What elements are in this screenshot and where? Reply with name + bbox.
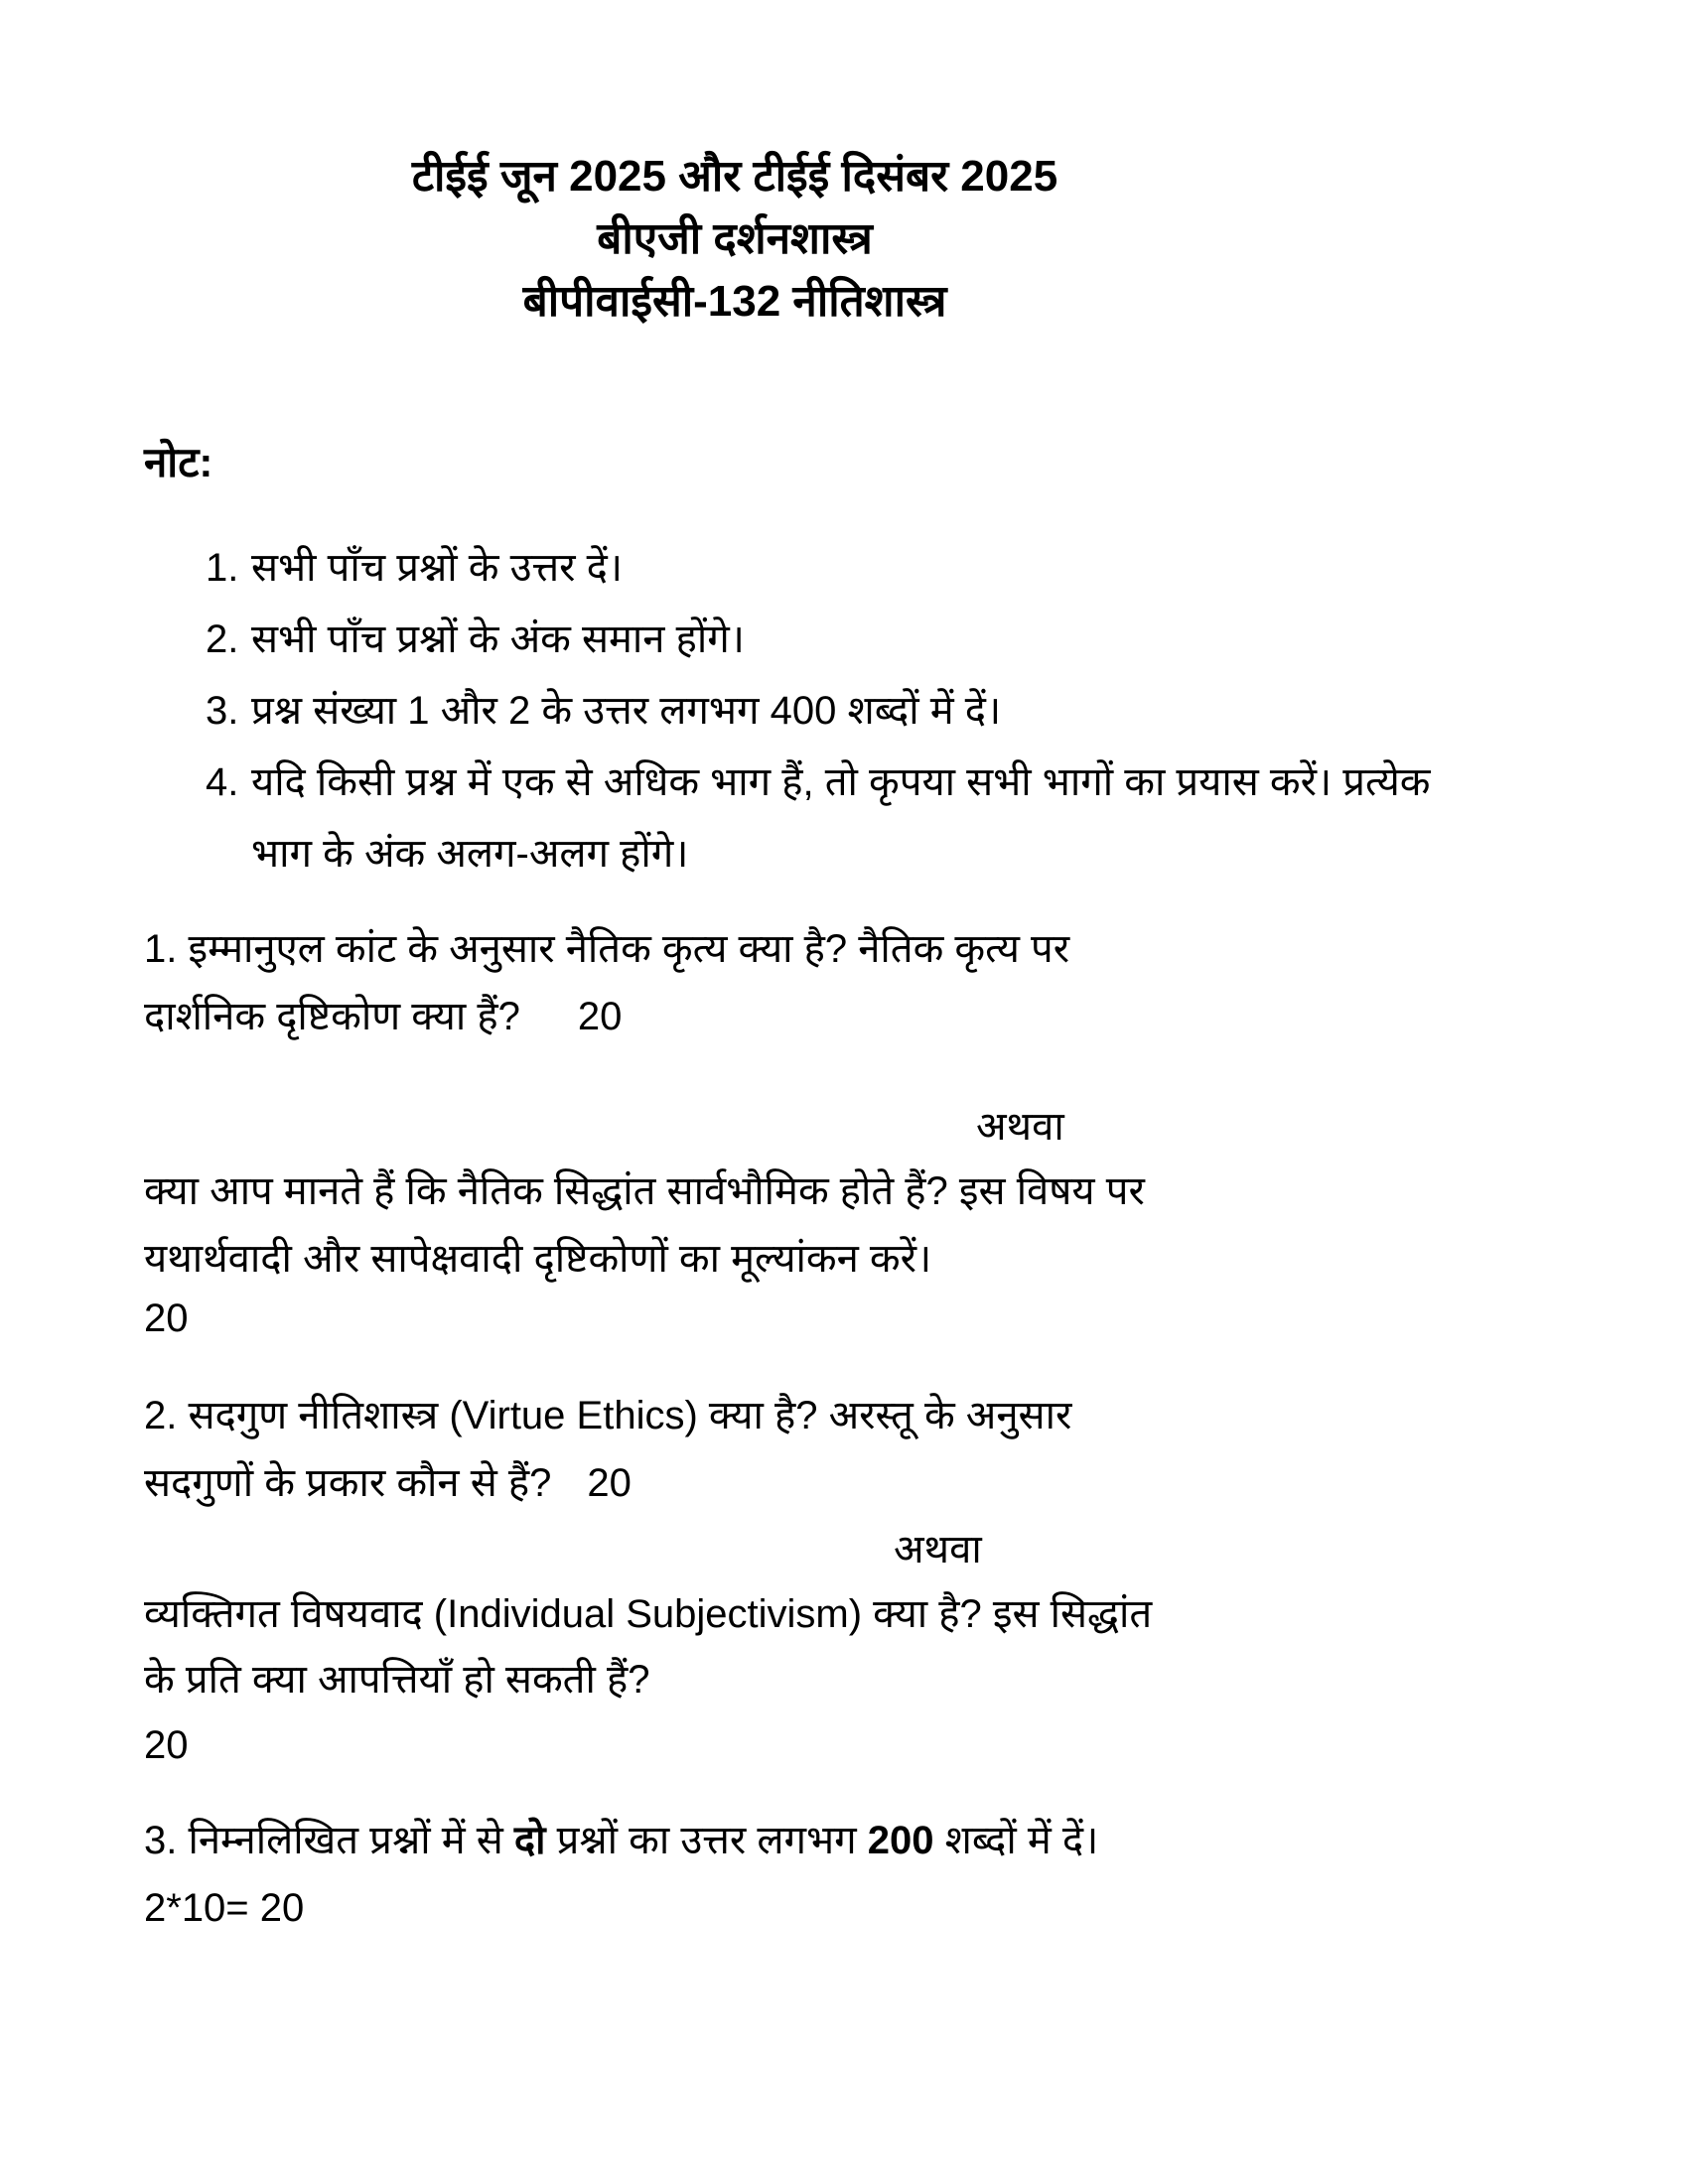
question-2-line-2 xyxy=(144,1455,632,1511)
note-item-text: सभी पाँच प्रश्नों के उत्तर दें। xyxy=(251,546,624,590)
question-2-alt-line-1: व्यक्तिगत विषयवाद (Individual Subjectivism) क्या है? इस सिद्धांत xyxy=(144,1592,1153,1636)
note-item-number: 4. xyxy=(206,760,239,804)
or-separator-1: अथवा xyxy=(976,1105,1064,1149)
question-1-line-2-text: दार्शनिक दृष्टिकोण क्या हैं? xyxy=(144,995,520,1038)
question-1-alt-line-2: यथार्थवादी और सापेक्षवादी दृष्टिकोणों का मूल्यांकन करें। xyxy=(144,1237,932,1281)
question-3-seg-3: शब्दों में दें। xyxy=(933,1819,1099,1862)
note-item-number: 2. xyxy=(206,617,239,661)
note-item-number: 3. xyxy=(206,689,239,733)
question-3-line-1 xyxy=(144,1813,1098,1868)
question-2-alt-marks: 20 xyxy=(144,1723,189,1767)
title-line-programme: बीएजी दर्शनशास्त्र xyxy=(597,214,873,263)
note-item xyxy=(206,532,1477,604)
note-item-number: 1. xyxy=(206,546,239,590)
note-item-text: सभी पाँच प्रश्नों के अंक समान होंगे। xyxy=(251,617,745,661)
exam-title-block xyxy=(144,145,1326,333)
note-item-text: यदि किसी प्रश्न में एक से अधिक भाग हैं, तो कृपया सभी भागों का प्रयास करें। प्रत्येक भाग के अंक अलग-अलग होंगे। xyxy=(251,760,1431,876)
title-line-course: बीपीवाईसी-132 नीतिशास्त्र xyxy=(522,277,947,326)
note-item xyxy=(206,675,1477,747)
note-heading: नोट: xyxy=(144,439,213,485)
note-item-text: प्रश्न संख्या 1 और 2 के उत्तर लगभग 400 शब्दों में दें। xyxy=(251,689,1002,733)
or-separator-2: अथवा xyxy=(894,1528,982,1571)
title-line-session: टीईई जून 2025 और टीईई दिसंबर 2025 xyxy=(411,152,1058,201)
question-2-marks: 20 xyxy=(587,1461,632,1505)
question-2-line-2-text: सदगुणों के प्रकार कौन से हैं? xyxy=(144,1461,552,1505)
question-3-seg-1: 3. निम्नलिखित प्रश्नों में से xyxy=(144,1819,514,1862)
question-1-alt-line-1: क्या आप मानते हैं कि नैतिक सिद्धांत सार्वभौमिक होते हैं? इस विषय पर xyxy=(144,1169,1145,1213)
note-item xyxy=(206,747,1477,889)
question-1-alt-marks: 20 xyxy=(144,1297,189,1340)
question-1-line-1: 1. इम्मानुएल कांट के अनुसार नैतिक कृत्य क्या है? नैतिक कृत्य पर xyxy=(144,927,1070,971)
note-item xyxy=(206,604,1477,675)
question-3-bold-two: दो xyxy=(513,1819,546,1862)
question-3-bold-200: 200 xyxy=(867,1819,934,1862)
question-2-alt-line-2: के प्रति क्या आपत्तियाँ हो सकती हैं? xyxy=(144,1658,650,1702)
note-instructions-list xyxy=(206,532,1477,889)
question-2-line-1: 2. सदगुण नीतिशास्त्र (Virtue Ethics) क्या है? अरस्तू के अनुसार xyxy=(144,1394,1072,1437)
question-1-marks: 20 xyxy=(577,995,623,1038)
question-3-marks-line: 2*10= 20 xyxy=(144,1886,305,1930)
question-3-seg-2: प्रश्नों का उत्तर लगभग xyxy=(545,1819,868,1862)
question-1-line-2 xyxy=(144,989,622,1044)
